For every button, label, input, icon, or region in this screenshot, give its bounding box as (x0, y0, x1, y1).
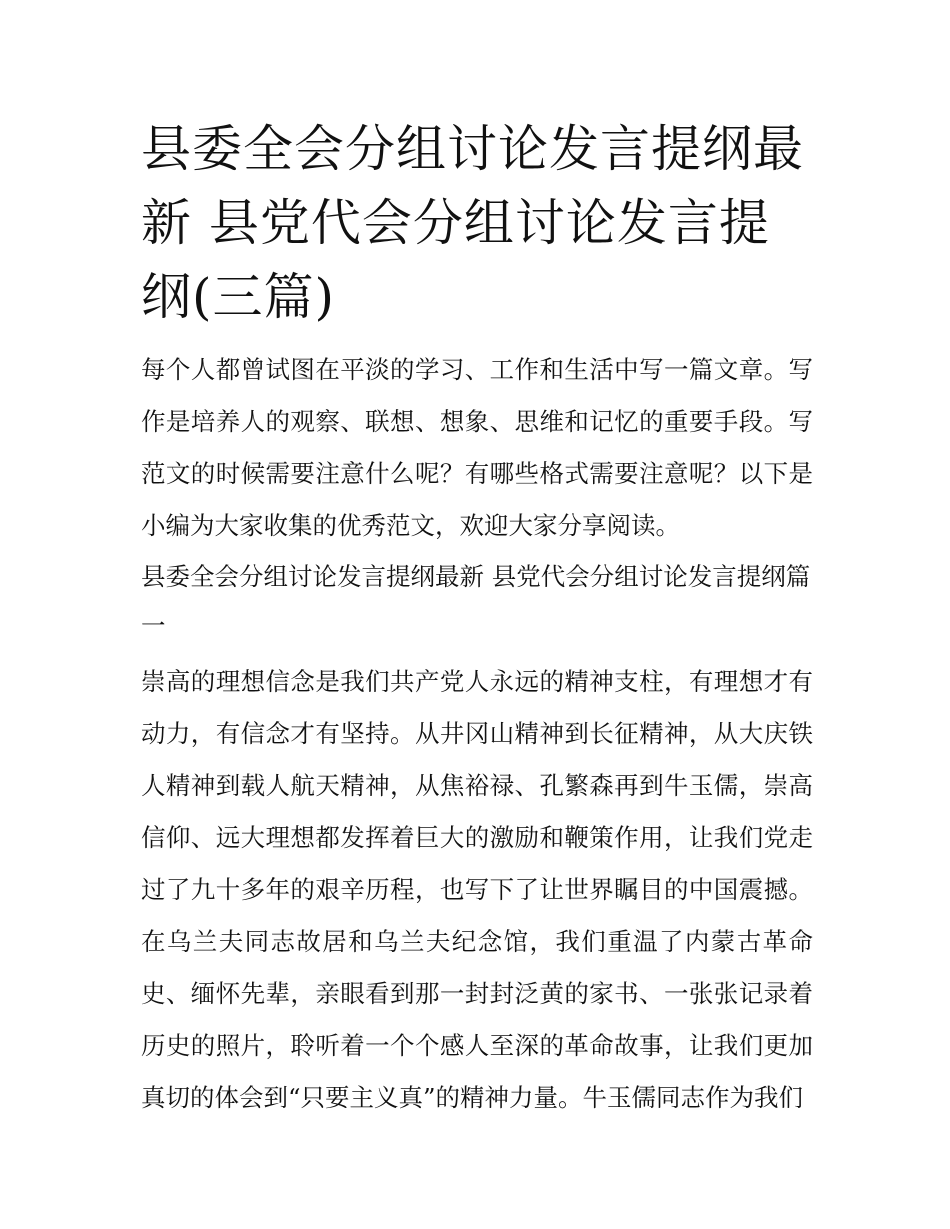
document-title: 县委全会分组讨论发言提纲最新 县党代会分组讨论发言提纲(三篇) (141, 120, 804, 326)
intro-paragraph: 每个人都曾试图在平淡的学习、工作和生活中写一篇文章。写作是培养人的观察、联想、想象、思维和记忆的重要手段。写范文的时候需要注意什么呢？有哪些格式需要注意呢？以下是小编为大家收集的优秀范文，欢迎大家分享阅读。 (141, 355, 813, 540)
section-body-paragraph: 崇高的理想信念是我们共产党人永远的精神支柱，有理想才有动力，有信念才有坚持。从井冈山精神到长征精神，从大庆铁人精神到载人航天精神，从焦裕禄、孔繁森再到牛玉儒，崇高信仰、远大理想都发挥着巨大的激励和鞭策作用，让我们党走过了九十多年的艰辛历程，也写下了让世界瞩目的中国震撼。在乌兰夫同志故居和乌兰夫纪念馆，我们重温了内蒙古革命史、缅怀先辈，亲眼看到那一封封泛黄的家书、一张张记录着历史的照片，聆听着一个个感人至深的革命故事，让我们更加真切的体会到“只要主义真”的精神力量。牛玉儒同志作为我们 (141, 667, 813, 1112)
document-page (141, 112, 813, 1124)
section-heading: 县委全会分组讨论发言提纲最新 县党代会分组讨论发言提纲篇一 (141, 562, 811, 640)
